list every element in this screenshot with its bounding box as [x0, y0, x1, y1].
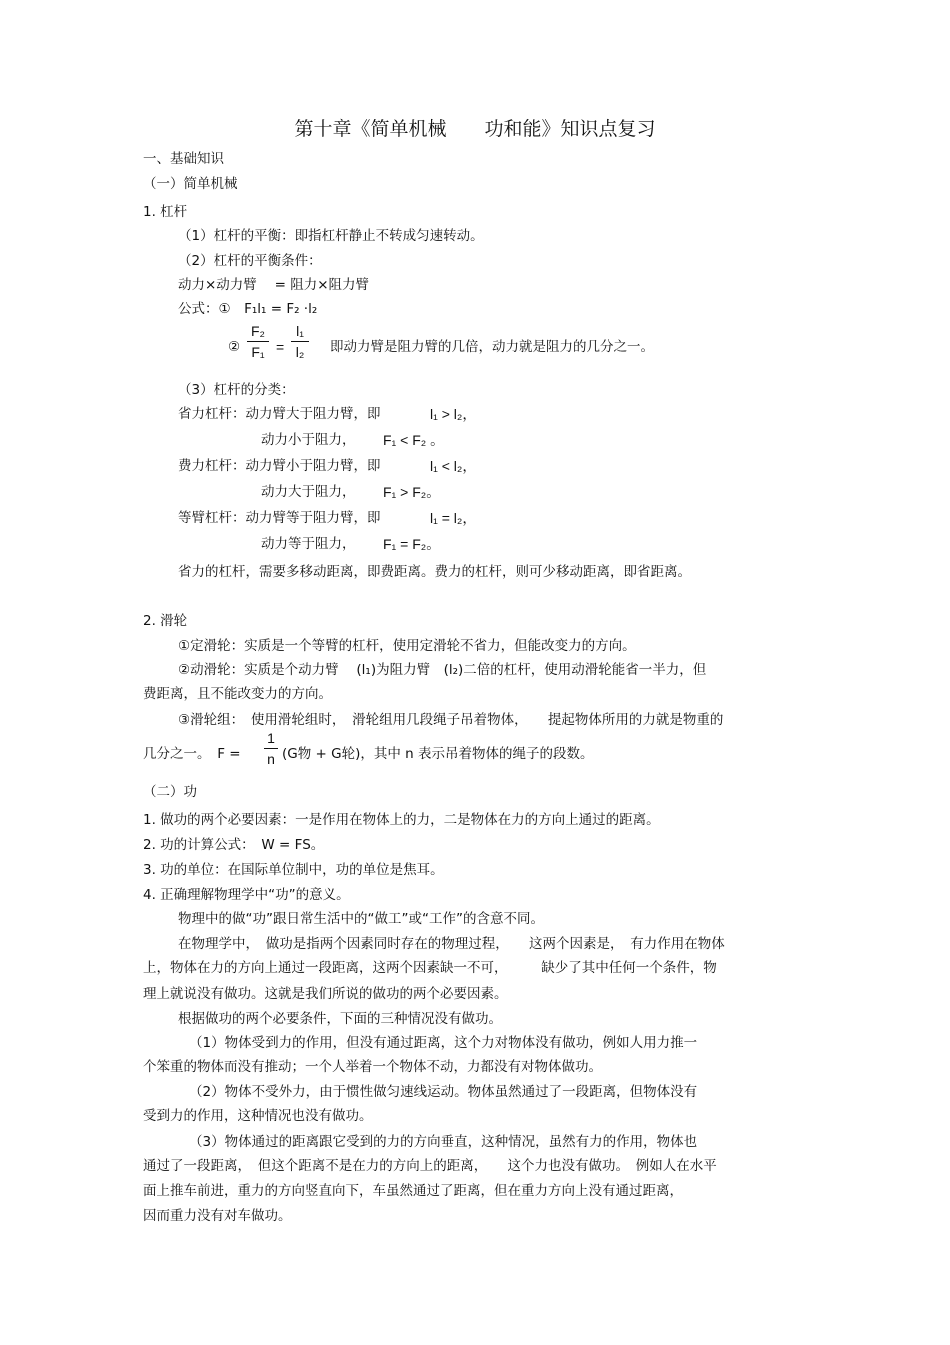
- subsection-heading: （二）功: [143, 784, 197, 800]
- text-line: （2）杠杆的平衡条件：: [178, 253, 322, 269]
- text-line: （1）物体受到力的作用，但没有通过距离，这个力对物体没有做功，例如人用力推一: [189, 1035, 698, 1051]
- fraction-bar: [247, 341, 269, 342]
- text-line: 动力大于阻力，: [261, 484, 356, 500]
- equals-sign: =: [276, 339, 285, 355]
- text-line: 几分之一。 F =: [143, 746, 241, 762]
- text-line: 1. 做功的两个必要因素：一是作用在物体上的力，二是物体在力的方向上通过的距离。: [143, 812, 660, 828]
- item-heading: 1. 杠杆: [143, 204, 188, 220]
- fraction-bar: [291, 341, 309, 342]
- inequality: F₁ > F₂。: [383, 484, 441, 500]
- text-line: 3. 功的单位：在国际单位制中，功的单位是焦耳。: [143, 862, 444, 878]
- section-heading: 一、基础知识: [143, 151, 224, 167]
- text-line: 面上推车前进，重力的方向竖直向下，车虽然通过了距离，但在重力方向上没有通过距离，: [143, 1183, 683, 1199]
- fraction-denominator: l₂: [295, 344, 305, 360]
- fraction-l1-over-l2: [291, 322, 309, 361]
- fraction-numerator: 1: [267, 730, 275, 746]
- text-line: ③滑轮组： 使用滑轮组时， 滑轮组用几段绳子吊着物体， 提起物体所用的力就是物重的: [178, 712, 724, 728]
- text-line: 省力杠杆：动力臂大于阻力臂，即: [178, 406, 381, 422]
- text-line: 2. 功的计算公式： W = FS。: [143, 837, 325, 853]
- text-line: 上，物体在力的方向上通过一段距离，这两个因素缺一不可， 缺少了其中任何一个条件，物: [143, 960, 717, 976]
- fraction-one-over-n: [264, 729, 278, 768]
- text-line: 物理中的做“功”跟日常生活中的“做工”或“工作”的含意不同。: [178, 911, 544, 927]
- fraction-denominator: F₁: [251, 344, 265, 360]
- text-line: 因而重力没有对车做功。: [143, 1208, 292, 1224]
- text-line: (G物 + G轮)，其中 n 表示吊着物体的绳子的段数。: [282, 746, 594, 762]
- text-line: 通过了一段距离， 但这个距离不是在力的方向上的距离， 这个力也没有做功。 例如人在水平: [143, 1158, 717, 1174]
- text-line: ①定滑轮：实质是一个等臂的杠杆，使用定滑轮不省力，但能改变力的方向。: [178, 638, 636, 654]
- inequality: F₁ < F₂ 。: [383, 432, 445, 448]
- text-line: 即动力臂是阻力臂的几倍，动力就是阻力的几分之一。: [330, 339, 654, 355]
- equation: l₁ = l₂，: [430, 510, 477, 526]
- subsection-heading: （一）简单机械: [143, 176, 238, 192]
- fraction-bar: [264, 748, 278, 749]
- text-line: 动力×动力臂 = 阻力×阻力臂: [178, 277, 370, 293]
- inequality: l₁ > l₂，: [430, 406, 477, 422]
- text-line: 动力等于阻力，: [261, 536, 356, 552]
- text-line: 等臂杠杆：动力臂等于阻力臂，即: [178, 510, 381, 526]
- formula-line: 公式：① F₁l₁ = F₂ ·l₂: [178, 301, 318, 317]
- text-line: （3）物体通过的距离跟它受到的力的方向垂直，这种情况，虽然有力的作用，物体也: [189, 1134, 698, 1150]
- fraction-denominator: n: [267, 751, 275, 767]
- text-line: 4. 正确理解物理学中“功”的意义。: [143, 887, 350, 903]
- text-line: 省力的杠杆，需要多移动距离，即费距离。费力的杠杆，则可少移动距离，即省距离。: [178, 564, 691, 580]
- fraction-f2-over-f1: [247, 322, 269, 361]
- text-line: 动力小于阻力，: [261, 432, 356, 448]
- text-line: 费距离，且不能改变力的方向。: [143, 686, 332, 702]
- inequality: l₁ < l₂，: [430, 458, 477, 474]
- text-line: 在物理学中， 做功是指两个因素同时存在的物理过程， 这两个因素是， 有力作用在物体: [178, 936, 725, 952]
- text-line: 受到力的作用，这种情况也没有做功。: [143, 1108, 373, 1124]
- text-line: （2）物体不受外力，由于惯性做匀速线运动。物体虽然通过了一段距离，但物体没有: [189, 1084, 698, 1100]
- fraction-numerator: F₂: [251, 323, 265, 339]
- fraction-numerator: l₁: [296, 323, 304, 339]
- text-line: ②动滑轮：实质是个动力臂 (l₁)为阻力臂 (l₂)二倍的杠杆，使用动滑轮能省一半力，但: [178, 662, 707, 678]
- circled-number: ②: [228, 339, 241, 355]
- text-line: 理上就说没有做功。这就是我们所说的做功的两个必要因素。: [143, 986, 508, 1002]
- item-heading: 2. 滑轮: [143, 613, 188, 629]
- text-line: 根据做功的两个必要条件，下面的三种情况没有做功。: [178, 1011, 502, 1027]
- text-line: 费力杠杆：动力臂小于阻力臂，即: [178, 458, 381, 474]
- equation: F₁ = F₂。: [383, 536, 441, 552]
- text-line: 个笨重的物体而没有推动；一个人举着一个物体不动，力都没有对物体做功。: [143, 1059, 602, 1075]
- page-title: 第十章《简单机械 功和能》知识点复习: [294, 118, 656, 140]
- text-line: （3）杠杆的分类：: [178, 382, 295, 398]
- text-line: （1）杠杆的平衡：即指杠杆静止不转成匀速转动。: [178, 228, 484, 244]
